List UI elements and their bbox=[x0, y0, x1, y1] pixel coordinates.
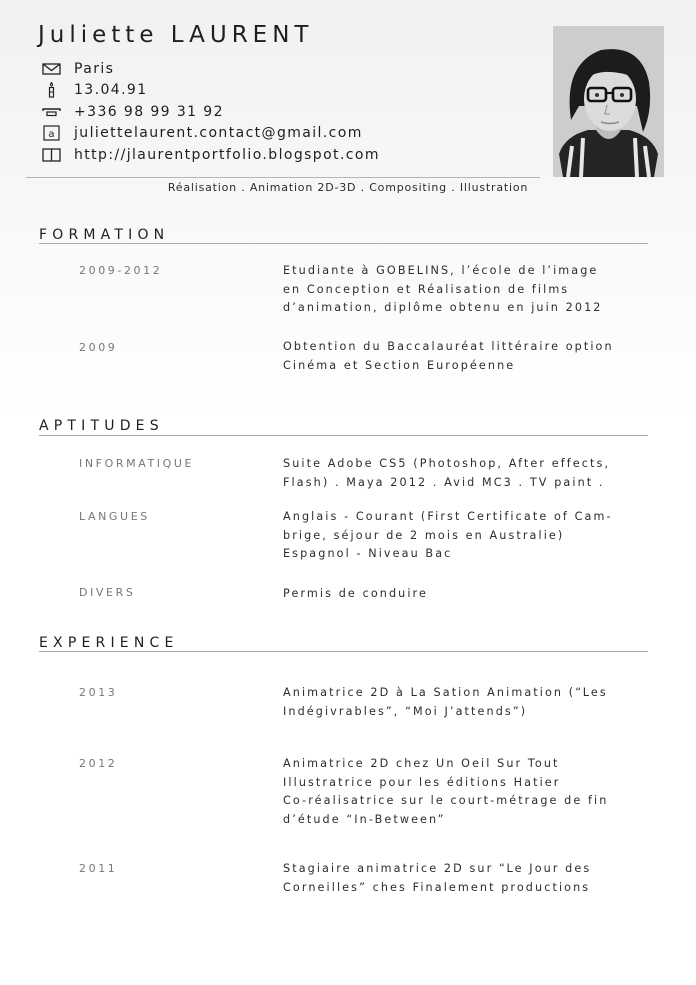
experience-description bbox=[283, 684, 655, 721]
section-title-experience: EXPERIENCE bbox=[39, 635, 179, 651]
description-line: en Conception et Réalisation de films bbox=[283, 282, 570, 296]
section-divider-formation bbox=[39, 243, 648, 244]
description-line: Corneilles” ches Finalement productions bbox=[283, 880, 591, 894]
formation-description bbox=[283, 262, 655, 318]
experience-label: 2013 bbox=[79, 686, 118, 699]
contact-email-text: juliettelaurent.contact@gmail.com bbox=[74, 125, 363, 142]
contact-city-text: Paris bbox=[74, 60, 115, 77]
contact-birthdate bbox=[42, 80, 380, 102]
section-divider-aptitudes bbox=[39, 435, 648, 436]
aptitude-description bbox=[283, 585, 655, 604]
experience-description bbox=[283, 860, 655, 897]
experience-description bbox=[283, 755, 655, 829]
formation-label: 2009 bbox=[79, 341, 118, 354]
contact-city bbox=[42, 58, 380, 80]
description-line: Co-réalisatrice sur le court-métrage de fin bbox=[283, 794, 609, 807]
profile-photo bbox=[553, 26, 664, 177]
description-line: Flash) . Maya 2012 . Avid MC3 . TV paint . bbox=[283, 475, 605, 489]
description-line: Permis de conduire bbox=[283, 587, 428, 600]
description-line: Etudiante à GOBELINS, l’école de l’image bbox=[283, 264, 599, 277]
contact-website-text: http://jlaurentportfolio.blogspot.com bbox=[74, 146, 380, 163]
at-icon bbox=[42, 125, 62, 141]
aptitude-description bbox=[283, 508, 655, 564]
description-line: Espagnol - Niveau Bac bbox=[283, 547, 453, 560]
aptitude-description bbox=[283, 455, 655, 492]
section-title-formation: FORMATION bbox=[39, 227, 170, 243]
contact-email[interactable] bbox=[42, 123, 380, 145]
book-icon bbox=[42, 147, 62, 163]
formation-label: 2009-2012 bbox=[79, 264, 163, 277]
contact-list bbox=[42, 58, 380, 166]
phone-icon bbox=[42, 104, 62, 120]
envelope-icon bbox=[42, 61, 62, 77]
contact-phone-text: +336 98 99 31 92 bbox=[74, 103, 224, 120]
aptitude-label: DIVERS bbox=[79, 586, 136, 599]
description-line: Obtention du Baccalauréat littéraire option bbox=[283, 340, 614, 353]
description-line: Suite Adobe CS5 (Photoshop, After effects, bbox=[283, 457, 611, 470]
section-divider-experience bbox=[39, 651, 648, 652]
description-line: Cinéma et Section Européenne bbox=[283, 358, 516, 372]
candle-icon bbox=[42, 82, 62, 98]
resume-name: Juliette LAURENT bbox=[38, 22, 314, 48]
svg-text:a: a bbox=[48, 129, 55, 141]
header-divider bbox=[26, 177, 540, 178]
description-line: Stagiaire animatrice 2D sur “Le Jour des bbox=[283, 862, 592, 875]
description-line: brige, séjour de 2 mois en Australie) bbox=[283, 528, 565, 542]
description-line: Animatrice 2D chez Un Oeil Sur Tout bbox=[283, 757, 560, 770]
contact-phone bbox=[42, 101, 380, 123]
section-title-aptitudes: APTITUDES bbox=[39, 418, 164, 434]
description-line: Animatrice 2D à La Sation Animation (“Les bbox=[283, 686, 608, 699]
tagline: Réalisation . Animation 2D-3D . Compositing . Illustration bbox=[167, 181, 529, 194]
experience-label: 2012 bbox=[79, 757, 118, 770]
description-line: d’étude “In-Between” bbox=[283, 812, 446, 826]
description-line: Indégivrables”, “Moi J’attends”) bbox=[283, 704, 528, 718]
description-line: d’animation, diplôme obtenu en juin 2012 bbox=[283, 301, 603, 314]
aptitude-label: INFORMATIQUE bbox=[79, 457, 195, 470]
aptitude-label: LANGUES bbox=[79, 510, 150, 523]
experience-label: 2011 bbox=[79, 862, 118, 875]
formation-description bbox=[283, 338, 655, 375]
description-line: Illustratrice pour les éditions Hatier bbox=[283, 775, 561, 789]
contact-website[interactable] bbox=[42, 144, 380, 166]
contact-birthdate-text: 13.04.91 bbox=[74, 82, 148, 99]
description-line: Anglais - Courant (First Certificate of Cam- bbox=[283, 510, 613, 523]
